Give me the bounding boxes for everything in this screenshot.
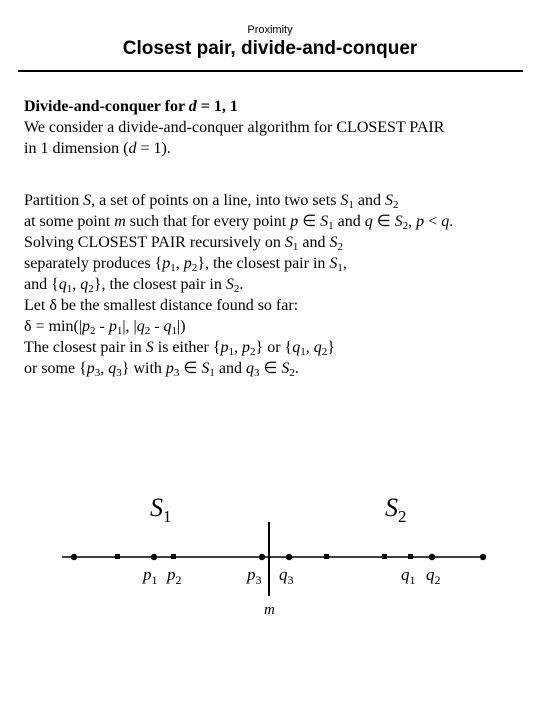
point-p1	[151, 554, 157, 560]
point-q1	[408, 554, 413, 559]
left-pair-line: separately produces {$p_1$, $p_2$}, the closest pair in $S_1$,	[24, 255, 347, 274]
delta-formula-line: $\delta = \min(|p_2 - p_1|$, $|q_2 - q_1|$)	[24, 318, 186, 337]
label-p3: $p_3$	[247, 565, 262, 587]
section-heading: Divide-and-conquer for d = 1, 1	[24, 98, 238, 115]
point	[382, 554, 387, 559]
split-point-line: at some point m such that for every point p ∈ $S_1$ and q ∈ $S_2$, p < q.	[24, 213, 454, 232]
page-title: Closest pair, divide-and-conquer	[122, 38, 418, 59]
cross-pair-line: or some {$p_3$, $q_3$} with $p_3$ ∈ $S_1$ and $q_3$ ∈ $S_2$.	[24, 360, 299, 379]
label-p1: $p_1$	[143, 565, 158, 587]
delta-definition-line: Let δ be the smallest distance found so far:	[24, 297, 299, 314]
label-q3: $q_3$	[279, 565, 294, 587]
point-p3	[259, 554, 265, 560]
recursion-line: Solving CLOSEST PAIR recursively on $S_1$ and $S_2$	[24, 234, 344, 253]
closest-pair-options-line: The closest pair in S is either {$p_1$, $p_2$} or {$q_1$, $q_2$}	[24, 339, 335, 358]
point-p2	[171, 554, 176, 559]
point	[71, 554, 77, 560]
split-label-m: m	[264, 602, 275, 618]
intro-line-1: We consider a divide-and-conquer algorithm for CLOSEST PAIR	[24, 119, 445, 136]
right-pair-line: and {$q_1$, $q_2$}, the closest pair in $S_2$.	[24, 276, 244, 295]
label-q1: $q_1$	[401, 565, 416, 587]
section-label: Proximity	[247, 24, 293, 36]
set-s1-label: $S_1$	[150, 493, 172, 526]
set-s2-label: $S_2$	[385, 493, 407, 526]
point	[480, 554, 486, 560]
point	[324, 554, 329, 559]
point	[115, 554, 120, 559]
label-q2: $q_2$	[426, 565, 441, 587]
label-p2: $p_2$	[167, 565, 182, 587]
point-q2	[429, 554, 435, 560]
partition-line: Partition S, a set of points on a line, into two sets $S_1$ and $S_2$	[24, 192, 399, 211]
intro-line-2: in 1 dimension (d = 1).	[24, 140, 171, 157]
point-q3	[286, 554, 292, 560]
